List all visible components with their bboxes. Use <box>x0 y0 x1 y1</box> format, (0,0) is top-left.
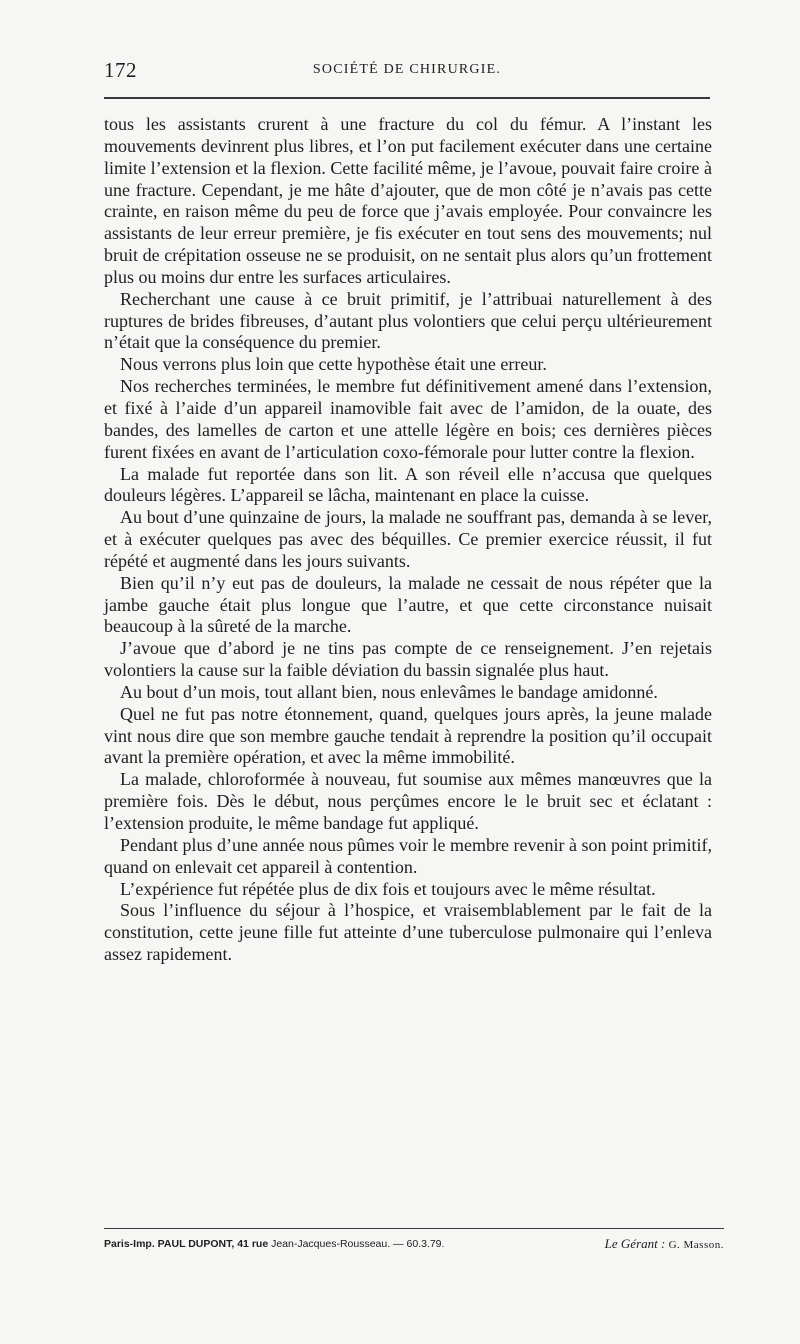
paragraph: Quel ne fut pas notre étonnement, quand, quelques jours après, la jeune malade vint nous dire que son membre gauche tendait à reprendre la position qu’il occupait avant la première opération, et avec la même immobilité. <box>104 703 712 768</box>
paragraph: tous les assistants crurent à une fracture du col du fémur. A l’instant les mouvements devinrent plus libres, et l’on put facilement exécuter dans une certaine limite l’extension et la flexion. Cette facilité même, je l’avoue, pouvait faire croire à une fracture. Cependant, je me hâte d’ajouter, que de mon côté je n’avais pas cette crainte, en raison même du peu de force que j’avais employée. Pour convaincre les assistants de leur erreur première, je fis exécuter en tout sens des mouvements; nul bruit de crépitation osseuse ne se produisit, on ne sentait plus alors qu’un frottement plus ou moins dur entre les surfaces articulaires. <box>104 114 712 287</box>
page-number: 172 <box>104 58 137 82</box>
imprint-printer: Paris-Imp. PAUL DUPONT, 41 rue <box>104 1238 269 1250</box>
paragraph: Au bout d’une quinzaine de jours, la malade ne souffrant pas, demanda à se lever, et à exécuter quelques pas avec des béquilles. Ce premier exercice réussit, il fut répété et augmenté dans les jours suivants. <box>104 507 712 571</box>
paragraph: Recherchant une cause à ce bruit primitif, je l’attribuai naturellement à des ruptures de brides fibreuses, d’autant plus volontiers que celui perçu ultérieurement n’était que la conséquence du premier. <box>104 288 712 353</box>
header-rule <box>104 97 710 99</box>
paragraph: Pendant plus d’une année nous pûmes voir le membre revenir à son point primitif, quand on enlevait cet appareil à contention. <box>104 834 712 877</box>
paragraph: Sous l’influence du séjour à l’hospice, et vraisemblablement par le fait de la constitution, cette jeune fille fut atteinte d’une tuberculose pulmonaire qui l’enleva assez rapidement. <box>104 900 712 965</box>
paragraph: Nos recherches terminées, le membre fut définitivement amené dans l’extension, et fixé à l’aide d’un appareil inamovible fait avec de l’amidon, de la ouate, des bandes, des lamelles de carton et une attelle légère en bois; ces dernières pièces furent fixées en avant de l’articulation coxo-fémorale pour lutter contre la flexion. <box>104 376 712 462</box>
paragraph: J’avoue que d’abord je ne tins pas compte de ce renseignement. J’en rejetais volontiers la cause sur la faible déviation du bassin signalée plus haut. <box>104 638 712 681</box>
paragraph: La malade fut reportée dans son lit. A son réveil elle n’accusa que quelques douleurs légères. L’appareil se lâcha, maintenant en place la cuisse. <box>104 463 712 506</box>
page-footer <box>104 1236 724 1256</box>
body-text <box>104 114 712 966</box>
paragraph: Bien qu’il n’y eut pas de douleurs, la malade ne cessait de nous répéter que la jambe gauche était plus longue que l’autre, et que cette circonstance nuisait beaucoup à la sûreté de la marche. <box>104 572 712 637</box>
running-head: SOCIÉTÉ DE CHIRURGIE. <box>312 62 502 77</box>
footer-rule <box>104 1228 724 1229</box>
paragraph: Au bout d’un mois, tout allant bien, nous enlevâmes le bandage amidonné. <box>120 681 658 702</box>
gerant-signature <box>605 1236 724 1252</box>
paragraph: L’expérience fut répétée plus de dix fois et toujours avec le même résultat. <box>120 878 656 899</box>
printer-imprint <box>104 1238 444 1250</box>
gerant-name: G. Masson. <box>668 1239 724 1251</box>
page-header <box>104 58 710 88</box>
paragraph: Nous verrons plus loin que cette hypothèse était une erreur. <box>120 354 547 375</box>
paragraph: La malade, chloroformée à nouveau, fut soumise aux mêmes manœuvres que la première fois. Dès le début, nous perçûmes encore le le bruit sec et éclatant : l’extension produite, le même bandage fut appliqué. <box>104 769 712 833</box>
gerant-label: Le Gérant : <box>604 1236 666 1251</box>
imprint-address: Jean-Jacques-Rousseau. — 60.3.79. <box>271 1238 445 1250</box>
